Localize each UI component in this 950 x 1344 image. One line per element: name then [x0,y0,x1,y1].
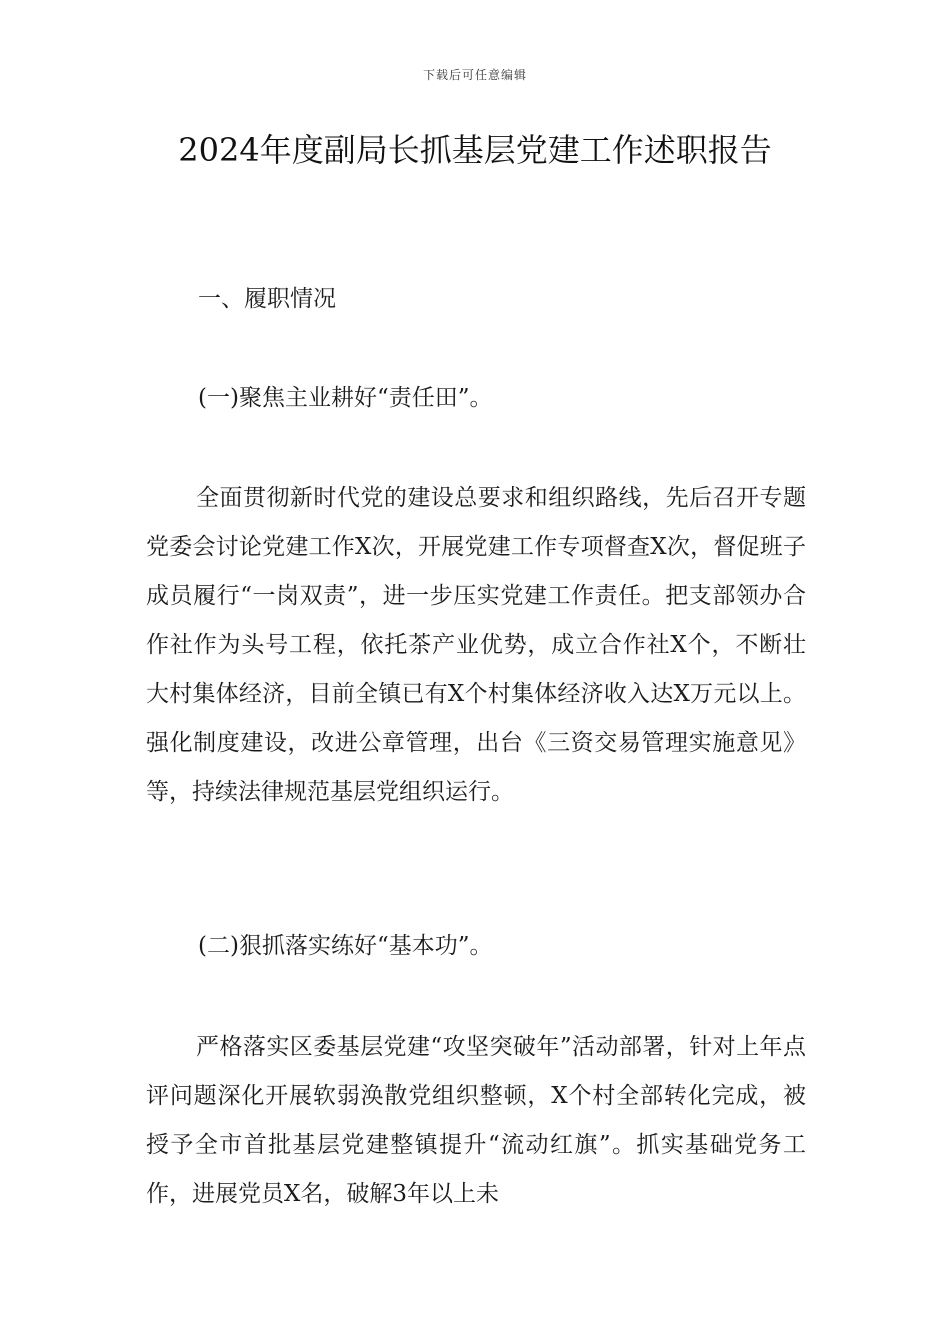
header-note: 下载后可任意编辑 [422,68,527,82]
paragraph-responsibility: 全面贯彻新时代党的建设总要求和组织路线，先后召开专题党委会讨论党建工作X次，开展党建工作专项督查X次，督促班子成员履行“一岗双责”，进一步压实党建工作责任。把支部领办合作社作为头号工程，依托茶产业优势，成立合作社X个，不断壮大村集体经济，目前全镇已有X个村集体经济收入达X万元以上。强化制度建设，改进公章管理，出台《三资交易管理实施意见》等，持续法律规范基层党组织运行。 [146,485,806,805]
section-heading-performance: 一、履职情况 [198,286,336,312]
document-title: 2024年度副局长抓基层党建工作述职报告 [178,131,772,169]
subsection-heading-fundamentals: (二)狠抓落实练好“基本功”。 [198,933,493,959]
paragraph-fundamentals: 严格落实区委基层党建“攻坚突破年”活动部署，针对上年点评问题深化开展软弱涣散党组织整顿，X个村全部转化完成，被授予全市首批基层党建整镇提升“流动红旗”。抓实基础党务工作，进展党员X名，破解3年以上未 [146,1034,806,1207]
subsection-heading-responsibility: (一)聚焦主业耕好“责任田”。 [198,385,493,411]
